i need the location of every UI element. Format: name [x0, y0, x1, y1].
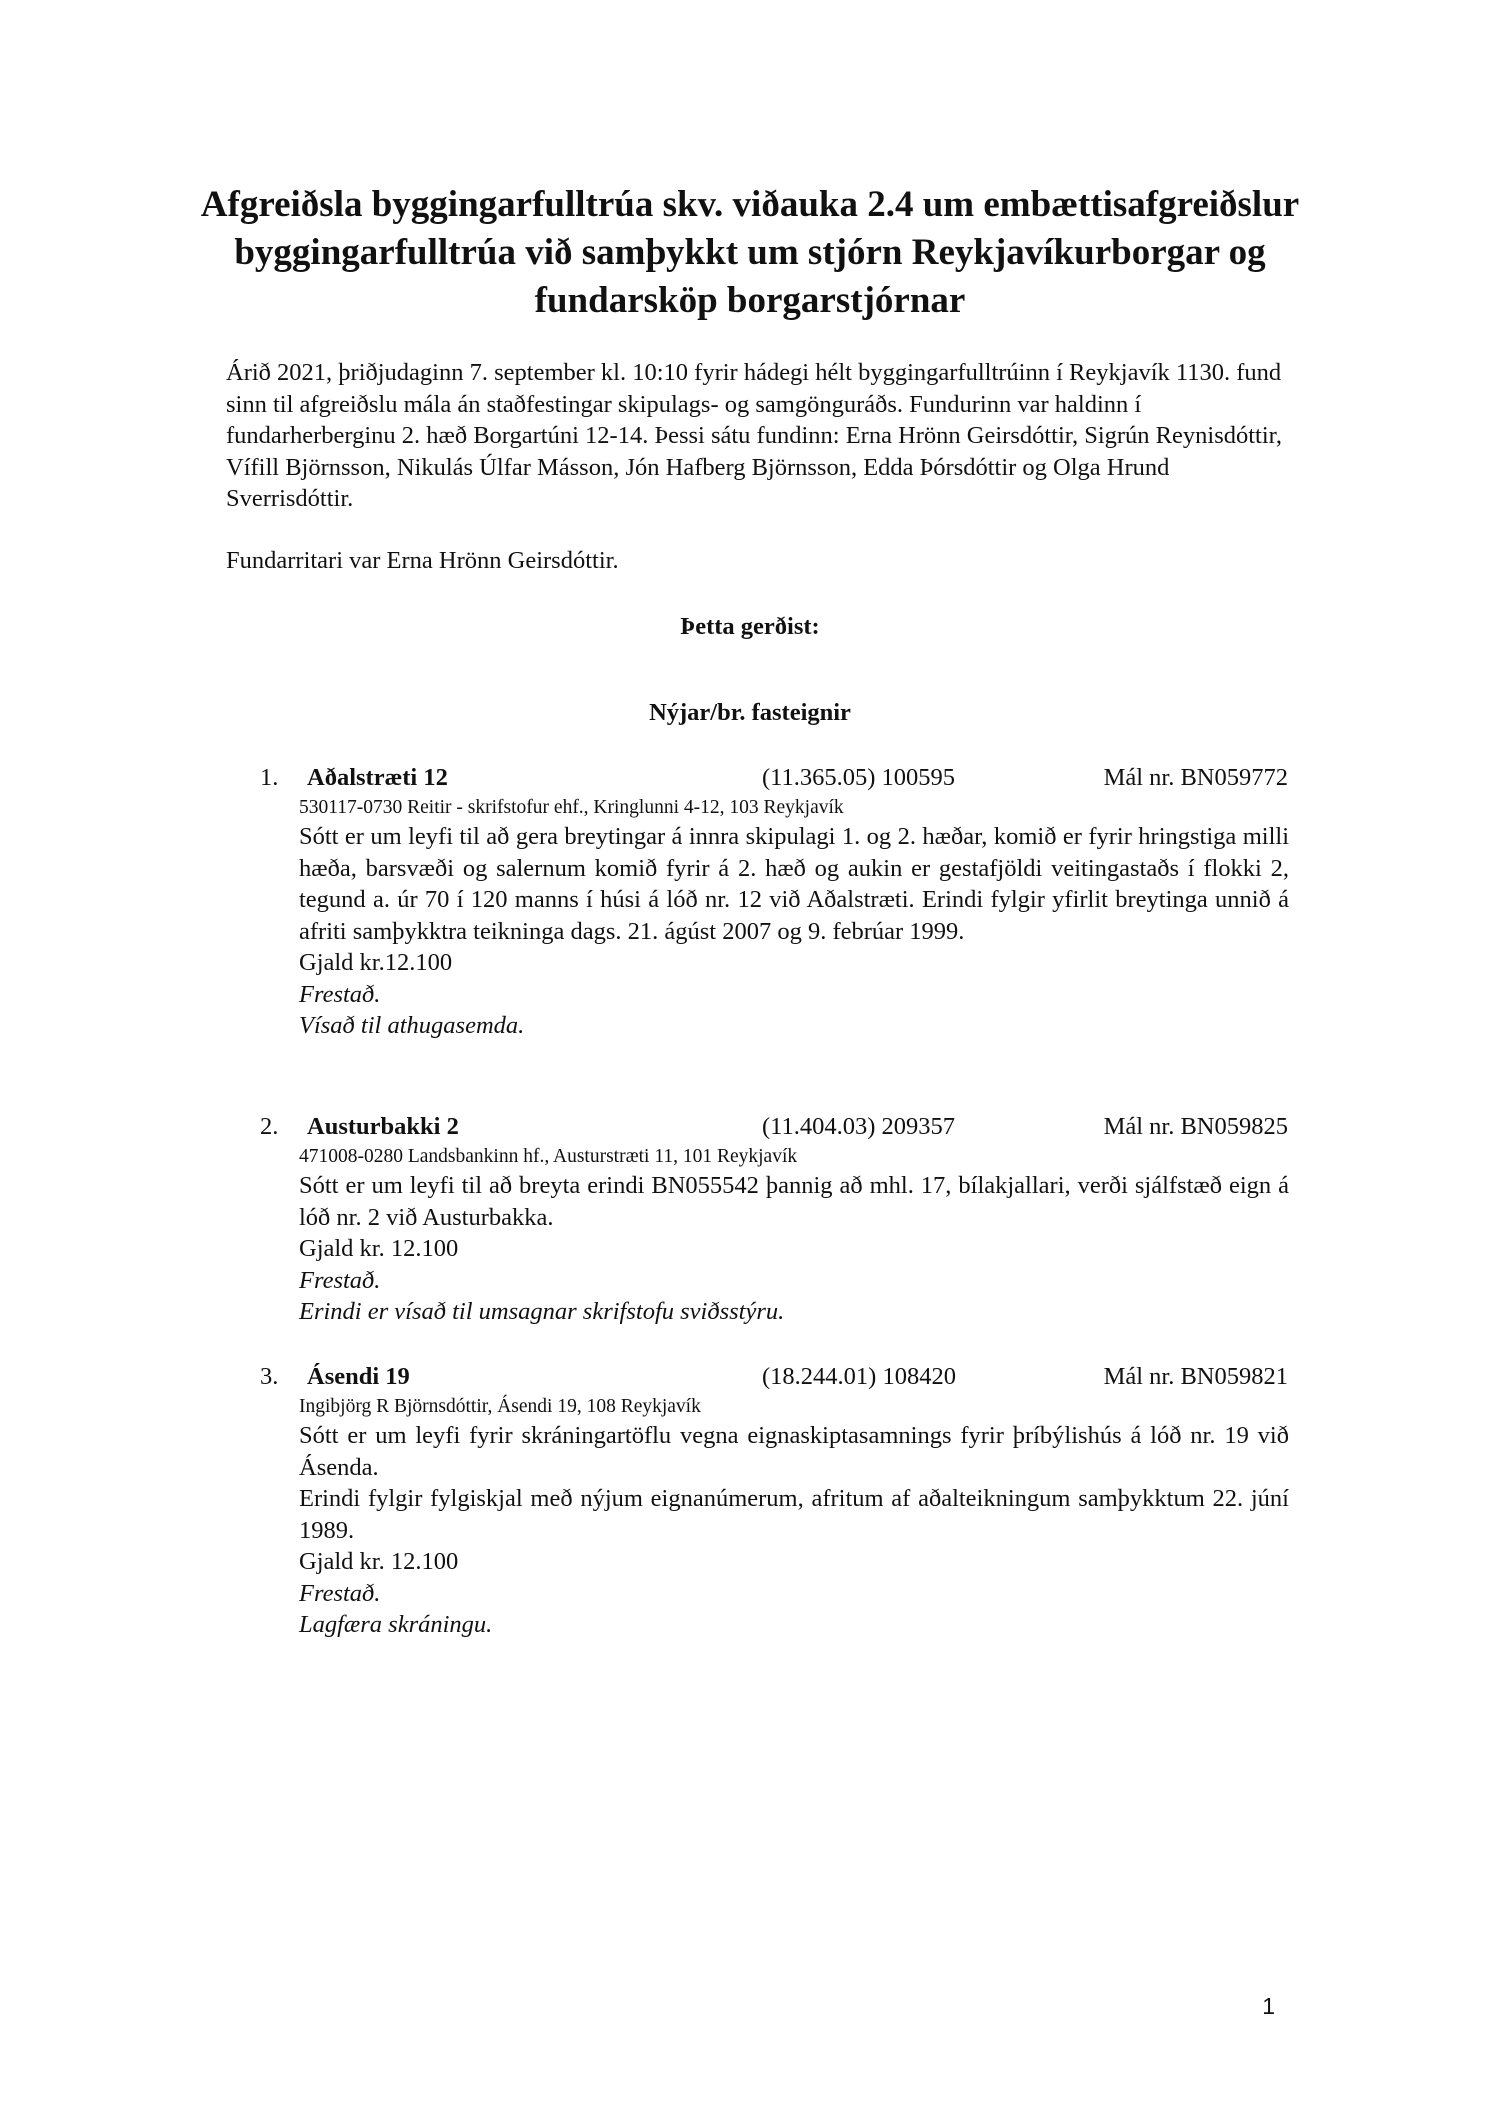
- case-reference: (11.365.05) 100595: [762, 764, 956, 791]
- case-note: Lagfæra skráningu.: [299, 1611, 493, 1638]
- case-note: Erindi er vísað til umsagnar skrifstofu sviðsstýru.: [299, 1298, 785, 1325]
- case-number: 3.: [260, 1363, 279, 1390]
- case-status: Frestað.: [299, 1579, 381, 1607]
- case-description: Sótt er um leyfi fyrir skráningartöflu vegna eignaskiptasamnings fyrir þríbýlishús á lóð nr. 19 við Ásenda.: [299, 1422, 1289, 1481]
- page-number: 1: [1262, 1993, 1275, 2019]
- case-applicant: 471008-0280 Landsbankinn hf., Austurstræti 11, 101 Reykjavík: [299, 1146, 798, 1167]
- case-fee: Gjald kr. 12.100: [299, 1548, 459, 1575]
- case-item: [0, 761, 1500, 1042]
- case-number: 1.: [260, 764, 279, 791]
- case-header: [0, 1360, 1500, 1394]
- case-fee: Gjald kr.12.100: [299, 949, 453, 976]
- case-mal-number: Mál nr. BN059825: [1103, 1113, 1288, 1140]
- case-item: [0, 1360, 1500, 1641]
- case-address: Ásendi 19: [307, 1363, 410, 1390]
- case-description: Sótt er um leyfi til að gera breytingar á innra skipulagi 1. og 2. hæðar, komið er fyrir hringstiga milli hæða, barsvæði og salernum komið fyrir á 2. hæð og aukin er gestafjöldi veitingastaðs í flokki 2, tegund a. úr 70 í 120 manns í húsi á lóð nr. 12 við Aðalstræti. Erindi fylgir yfirlit breytinga unnið á afriti samþykktra teikninga dags. 21. ágúst 2007 og 9. febrúar 1999.: [299, 823, 1289, 945]
- case-address: Austurbakki 2: [307, 1113, 459, 1140]
- case-reference: (18.244.01) 108420: [762, 1363, 956, 1390]
- case-status: Frestað.: [299, 980, 381, 1008]
- case-header: [0, 1110, 1500, 1144]
- case-mal-number: Mál nr. BN059772: [1103, 764, 1288, 791]
- case-mal-number: Mál nr. BN059821: [1103, 1363, 1288, 1390]
- case-description-attachment: Erindi fylgir fylgiskjal með nýjum eignanúmerum, afritum af aðalteikningum samþykktum 22. júní 1989.: [299, 1485, 1289, 1544]
- case-applicant: 530117-0730 Reitir - skrifstofur ehf., Kringlunni 4-12, 103 Reykjavík: [299, 797, 844, 818]
- case-header: [0, 761, 1500, 795]
- section-heading: Nýjar/br. fasteignir: [649, 699, 851, 726]
- case-address: Aðalstræti 12: [307, 764, 448, 791]
- meeting-recorder: Fundarritari var Erna Hrönn Geirsdóttir.: [226, 547, 619, 574]
- case-status: Frestað.: [299, 1266, 381, 1294]
- case-description: Sótt er um leyfi til að breyta erindi BN055542 þannig að mhl. 17, bílakjallari, verði sjálfstæð eign á lóð nr. 2 við Austurbakka.: [299, 1172, 1289, 1231]
- case-item: [0, 1110, 1500, 1328]
- case-applicant: Ingibjörg R Björnsdóttir, Ásendi 19, 108 Reykjavík: [299, 1396, 701, 1417]
- case-number: 2.: [260, 1113, 279, 1140]
- case-fee: Gjald kr. 12.100: [299, 1235, 459, 1262]
- document-title: Afgreiðsla byggingarfulltrúa skv. viðauka 2.4 um embættisafgreiðslur byggingarfulltrúa við samþykkt um stjórn Reykjavíkurborgar og fundarsköp borgarstjórnar: [200, 184, 1300, 321]
- case-note: Vísað til athugasemda.: [299, 1012, 525, 1039]
- case-reference: (11.404.03) 209357: [762, 1113, 956, 1140]
- events-heading: Þetta gerðist:: [680, 613, 820, 640]
- meeting-intro: Árið 2021, þriðjudaginn 7. september kl. 10:10 fyrir hádegi hélt byggingarfulltrúinn í Reykjavík 1130. fund sinn til afgreiðslu mála án staðfestingar skipulags- og samgönguráðs. Fundurinn var haldinn í fundarherberginu 2. hæð Borgartúni 12-14. Þessi sátu fundinn: Erna Hrönn Geirsdóttir, Sigrún Reynisdóttir, Vífill Björnsson, Nikulás Úlfar Másson, Jón Hafberg Björnsson, Edda Þórsdóttir og Olga Hrund Sverrisdóttir.: [226, 359, 1282, 512]
